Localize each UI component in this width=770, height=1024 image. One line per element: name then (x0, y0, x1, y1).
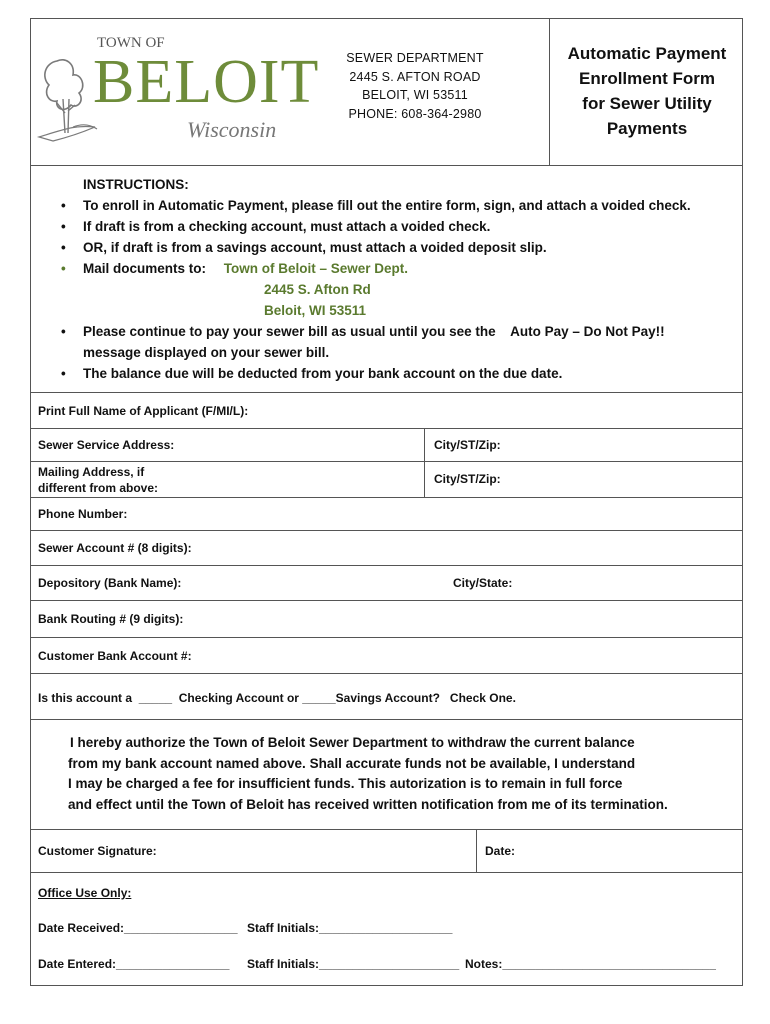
authorization-line: from my bank account named above. Shall accurate funds not be available, I understand (68, 755, 636, 771)
form-title (550, 41, 744, 141)
customer-signature-label: Customer Signature: (38, 844, 157, 858)
date-received-field[interactable]: Date Received:_________________ (38, 921, 238, 935)
department-city: BELOIT, WI 53511 (362, 88, 468, 102)
form-title-box (549, 19, 744, 165)
instruction-text: Please continue to pay your sewer bill as usual until you see the Auto Pay – Do Not Pay!! message displayed on your sewer bill. (83, 324, 669, 360)
form-title-line: for Sewer Utility (582, 94, 712, 113)
staff-initials-field[interactable]: Staff Initials:_____________________ (247, 957, 460, 971)
instructions-heading: INSTRUCTIONS: (83, 177, 189, 192)
list-item: • To enroll in Automatic Payment, please fill out the entire form, sign, and attach a voided check. (61, 198, 691, 213)
authorization-line: and effect until the Town of Beloit has received written notification from me of its termination. (68, 796, 668, 812)
account-type-row[interactable] (31, 673, 742, 719)
divider (424, 429, 425, 461)
depository-label: Depository (Bank Name): (38, 576, 182, 590)
bank-account-label: Customer Bank Account #: (38, 649, 192, 663)
city-st-zip-label: City/ST/Zip: (434, 438, 501, 452)
office-use-section (31, 872, 742, 986)
mailing-address-label-line: Mailing Address, if (38, 465, 145, 479)
logo-town-of: TOWN OF (97, 35, 165, 51)
routing-row[interactable] (31, 600, 742, 637)
sewer-account-label: Sewer Account # (8 digits): (38, 541, 192, 555)
routing-label: Bank Routing # (9 digits): (38, 612, 184, 626)
department-phone: PHONE: 608-364-2980 (348, 106, 482, 121)
mail-address-line: Beloit, WI 53511 (264, 303, 367, 318)
mailing-address-label-line: different from above: (38, 481, 159, 495)
authorization-text (68, 733, 728, 815)
signature-date-label: Date: (485, 844, 516, 858)
full-name-label: Print Full Name of Applicant (F/MI/L): (38, 404, 249, 418)
depository-row[interactable] (31, 565, 742, 600)
instruction-text: To enroll in Automatic Payment, please fill out the entire form, sign, and attach a voided check. (83, 198, 691, 213)
department-name: SEWER DEPARTMENT (346, 51, 484, 65)
list-item: • Please continue to pay your sewer bill as usual until you see the Auto Pay – Do Not Pay!! message displayed on your sewer bill. (61, 324, 669, 360)
divider (424, 462, 425, 497)
list-item: • Mail documents to: Town of Beloit – Sewer Dept. (61, 261, 409, 276)
authorization-line: I hereby authorize the Town of Beloit Sewer Department to withdraw the current balance (70, 735, 635, 750)
service-address-label: Sewer Service Address: (38, 438, 175, 452)
signature-row[interactable] (31, 829, 742, 872)
city-state-label: City/State: (453, 576, 513, 590)
list-item (83, 300, 743, 321)
list-item (83, 279, 743, 300)
enrollment-form (30, 18, 743, 986)
divider (476, 830, 477, 872)
logo-wisconsin: Wisconsin (187, 117, 277, 142)
instructions (53, 174, 743, 384)
department-address (331, 49, 499, 123)
authorization-line: I may be charged a fee for insufficient funds. This autorization is to remain in full force (68, 776, 623, 791)
date-entered-field[interactable]: Date Entered:_________________ (38, 957, 230, 971)
instruction-text: If draft is from a checking account, must attach a voided check. (83, 219, 491, 234)
mailing-address-label (38, 464, 158, 496)
list-item: • The balance due will be deducted from your bank account on the due date. (61, 366, 563, 381)
full-name-row[interactable] (31, 392, 742, 428)
form-title-line: Payments (606, 119, 688, 138)
list-item: • OR, if draft is from a savings account, must attach a voided deposit slip. (61, 240, 547, 255)
instruction-text: OR, if draft is from a savings account, must attach a voided deposit slip. (83, 240, 547, 255)
department-street: 2445 S. AFTON ROAD (349, 69, 481, 84)
form-title-line: Automatic Payment (567, 44, 727, 63)
logo-beloit: BELOIT (93, 48, 320, 116)
sewer-account-row[interactable] (31, 530, 742, 565)
notes-field[interactable]: Notes:________________________________ (465, 957, 716, 971)
mail-label: Mail documents to: (83, 261, 207, 276)
staff-initials-field[interactable]: Staff Initials:____________________ (247, 921, 453, 935)
instruction-text: The balance due will be deducted from your bank account on the due date. (83, 366, 563, 381)
form-title-line: Enrollment Form (578, 69, 715, 88)
bank-account-row[interactable] (31, 637, 742, 673)
city-st-zip-label: City/ST/Zip: (434, 472, 501, 486)
office-use-heading: Office Use Only: (38, 886, 132, 900)
phone-row[interactable] (31, 497, 742, 530)
account-type-label: Is this account a _____ Checking Account or _____Savings Account? Check One. (38, 691, 516, 705)
phone-label: Phone Number: (38, 507, 128, 521)
list-item: • If draft is from a checking account, must attach a voided check. (61, 219, 491, 234)
mail-address-line: 2445 S. Afton Rd (264, 282, 371, 297)
mail-address-line: Town of Beloit – Sewer Dept. (223, 261, 409, 276)
service-address-row[interactable] (31, 428, 742, 461)
town-of-beloit-logo (35, 33, 320, 149)
mailing-address-row[interactable] (31, 461, 742, 497)
